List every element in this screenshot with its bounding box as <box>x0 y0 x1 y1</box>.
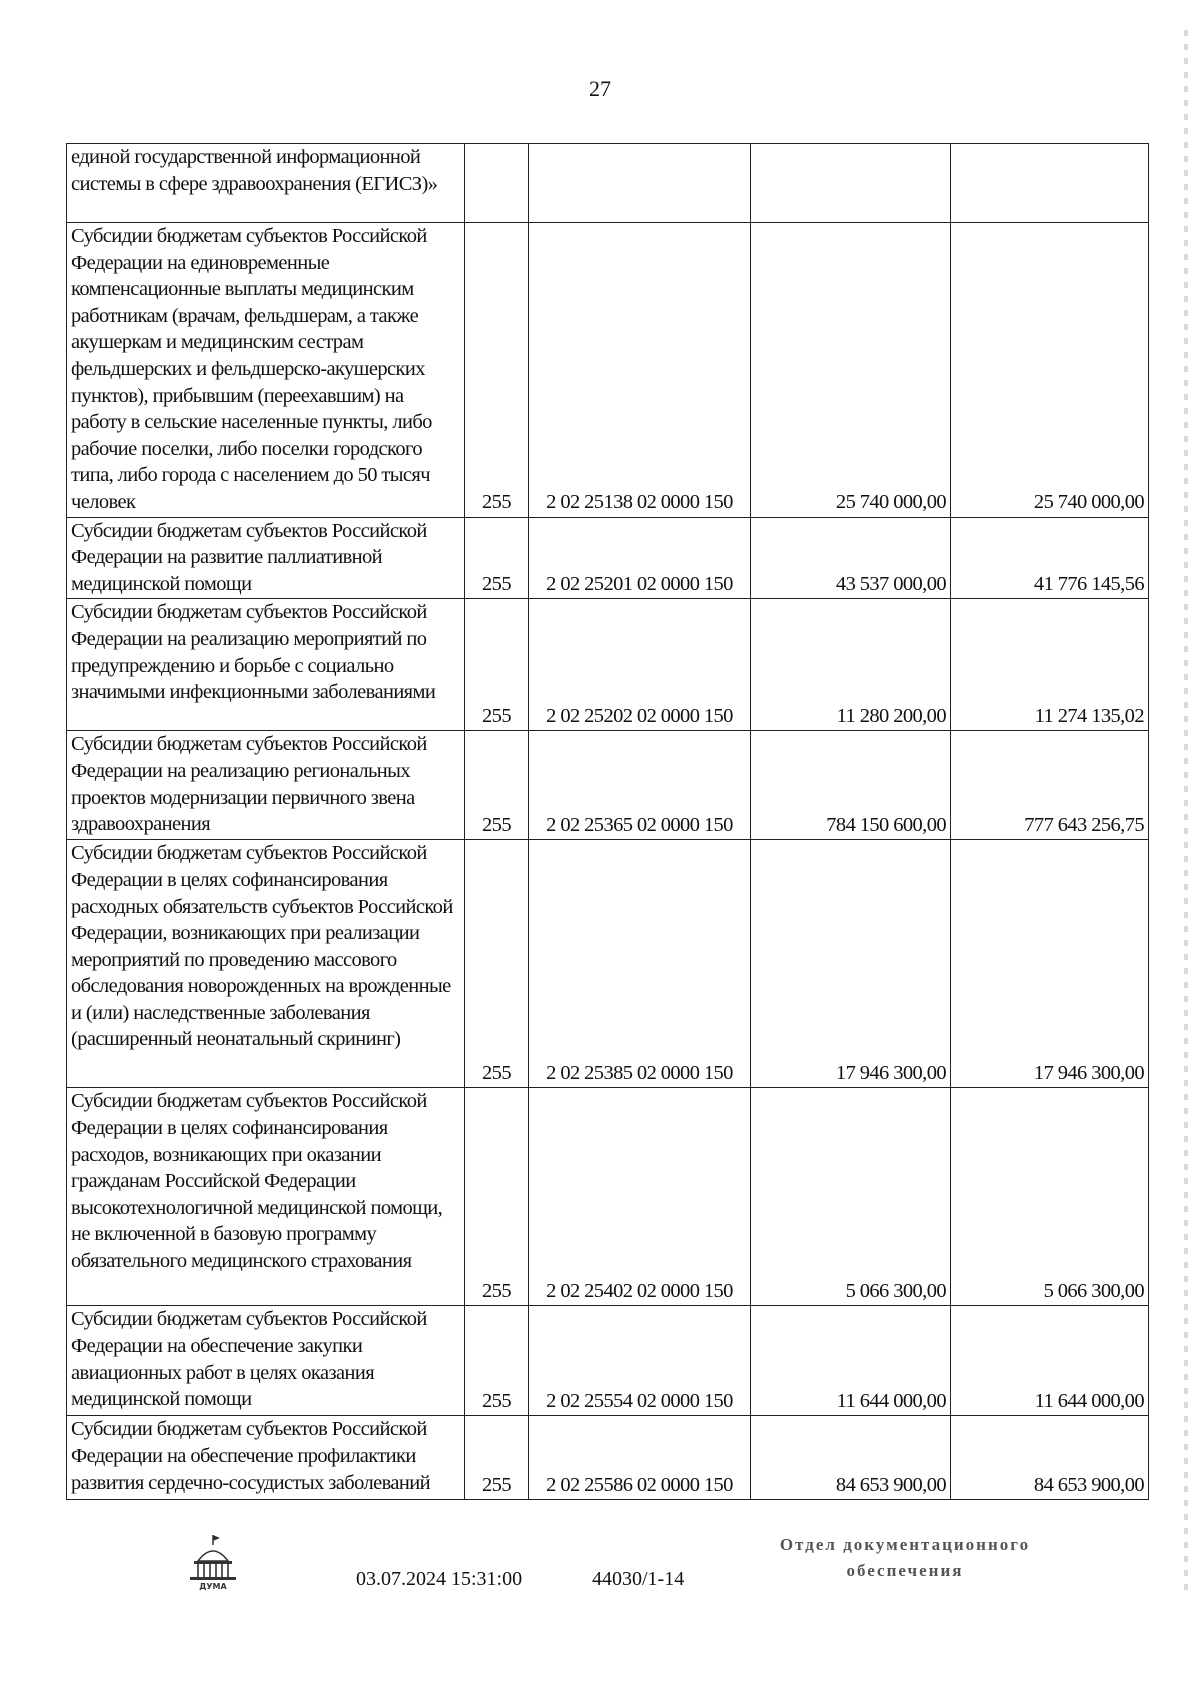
revenue-description: единой государственной информационной системы в сфере здравоохранения (ЕГИСЗ)» <box>67 144 465 223</box>
administrator-code: 255 <box>465 1306 529 1416</box>
budget-classification-code: 2 02 25201 02 0000 150 <box>529 517 751 599</box>
page-number: 27 <box>589 76 611 101</box>
budget-classification-code: 2 02 25138 02 0000 150 <box>529 223 751 518</box>
footer-document-number: 44030/1-14 <box>592 1568 685 1590</box>
table-row <box>67 1306 1149 1416</box>
table-row <box>67 1088 1149 1306</box>
svg-text:ДУМА: ДУМА <box>199 1582 227 1591</box>
planned-amount: 784 150 600,00 <box>751 731 951 840</box>
footer-datetime: 03.07.2024 15:31:00 <box>356 1568 523 1590</box>
budget-classification-code <box>529 144 751 223</box>
planned-amount: 84 653 900,00 <box>751 1416 951 1500</box>
planned-amount: 25 740 000,00 <box>751 223 951 518</box>
budget-classification-code: 2 02 25385 02 0000 150 <box>529 840 751 1088</box>
executed-amount: 5 066 300,00 <box>951 1088 1149 1306</box>
duma-building-icon <box>184 1533 242 1593</box>
administrator-code: 255 <box>465 599 529 731</box>
administrator-code: 255 <box>465 731 529 840</box>
table-row <box>67 1416 1149 1500</box>
administrator-code: 255 <box>465 1088 529 1306</box>
revenue-description: Субсидии бюджетам субъектов Российской Федерации на развитие паллиативной медицинской помощи <box>67 517 465 599</box>
administrator-code: 255 <box>465 840 529 1088</box>
budget-classification-code: 2 02 25554 02 0000 150 <box>529 1306 751 1416</box>
revenue-description: Субсидии бюджетам субъектов Российской Федерации на реализацию региональных проектов модернизации первичного звена здравоохранения <box>67 731 465 840</box>
table-row <box>67 731 1149 840</box>
budget-revenue-table <box>66 143 1149 1500</box>
department-stamp <box>775 1532 1035 1584</box>
revenue-description: Субсидии бюджетам субъектов Российской Федерации на реализацию мероприятий по предупреждению и борьбе с социально значимыми инфекционными заболеваниями <box>67 599 465 731</box>
executed-amount: 17 946 300,00 <box>951 840 1149 1088</box>
executed-amount: 41 776 145,56 <box>951 517 1149 599</box>
revenue-description: Субсидии бюджетам субъектов Российской Федерации в целях софинансирования расходов, возникающих при оказании гражданам Российской Федерации высокотехнологичной медицинской помощи, не включенной в базовую программу обязательного медицинского страхования <box>67 1088 465 1306</box>
planned-amount: 5 066 300,00 <box>751 1088 951 1306</box>
administrator-code <box>465 144 529 223</box>
administrator-code: 255 <box>465 517 529 599</box>
revenue-description: Субсидии бюджетам субъектов Российской Федерации в целях софинансирования расходных обязательств субъектов Российской Федерации, возникающих при реализации мероприятий по проведению массового обследования новорожденных на врожденные и (или) наследственные заболевания (расширенный неонатальный скрининг) <box>67 840 465 1088</box>
planned-amount <box>751 144 951 223</box>
planned-amount: 11 644 000,00 <box>751 1306 951 1416</box>
revenue-description: Субсидии бюджетам субъектов Российской Федерации на обеспечение профилактики развития сердечно-сосудистых заболеваний <box>67 1416 465 1500</box>
planned-amount: 11 280 200,00 <box>751 599 951 731</box>
executed-amount: 777 643 256,75 <box>951 731 1149 840</box>
executed-amount: 25 740 000,00 <box>951 223 1149 518</box>
executed-amount: 11 644 000,00 <box>951 1306 1149 1416</box>
table-row <box>67 840 1149 1088</box>
budget-classification-code: 2 02 25202 02 0000 150 <box>529 599 751 731</box>
executed-amount: 84 653 900,00 <box>951 1416 1149 1500</box>
budget-classification-code: 2 02 25402 02 0000 150 <box>529 1088 751 1306</box>
table-row <box>67 517 1149 599</box>
planned-amount: 17 946 300,00 <box>751 840 951 1088</box>
table-row <box>67 599 1149 731</box>
planned-amount: 43 537 000,00 <box>751 517 951 599</box>
budget-classification-code: 2 02 25586 02 0000 150 <box>529 1416 751 1500</box>
executed-amount <box>951 144 1149 223</box>
revenue-description: Субсидии бюджетам субъектов Российской Федерации на единовременные компенсационные выплаты медицинским работникам (врачам, фельдшерам, а также акушеркам и медицинским сестрам фельдшерских и фельдшерско-акушерских пунктов), прибывшим (переехавшим) на работу в сельские населенные пункты, либо рабочие поселки, либо поселки городского типа, либо города с населением до 50 тысяч человек <box>67 223 465 518</box>
scan-edge-artifact <box>1184 30 1188 1590</box>
stamp-line-2: обеспечения <box>846 1561 964 1580</box>
administrator-code: 255 <box>465 1416 529 1500</box>
administrator-code: 255 <box>465 223 529 518</box>
executed-amount: 11 274 135,02 <box>951 599 1149 731</box>
stamp-line-1: Отдел документационного <box>779 1535 1031 1554</box>
table-row <box>67 144 1149 223</box>
revenue-description: Субсидии бюджетам субъектов Российской Федерации на обеспечение закупки авиационных работ в целях оказания медицинской помощи <box>67 1306 465 1416</box>
budget-classification-code: 2 02 25365 02 0000 150 <box>529 731 751 840</box>
table-row <box>67 223 1149 518</box>
